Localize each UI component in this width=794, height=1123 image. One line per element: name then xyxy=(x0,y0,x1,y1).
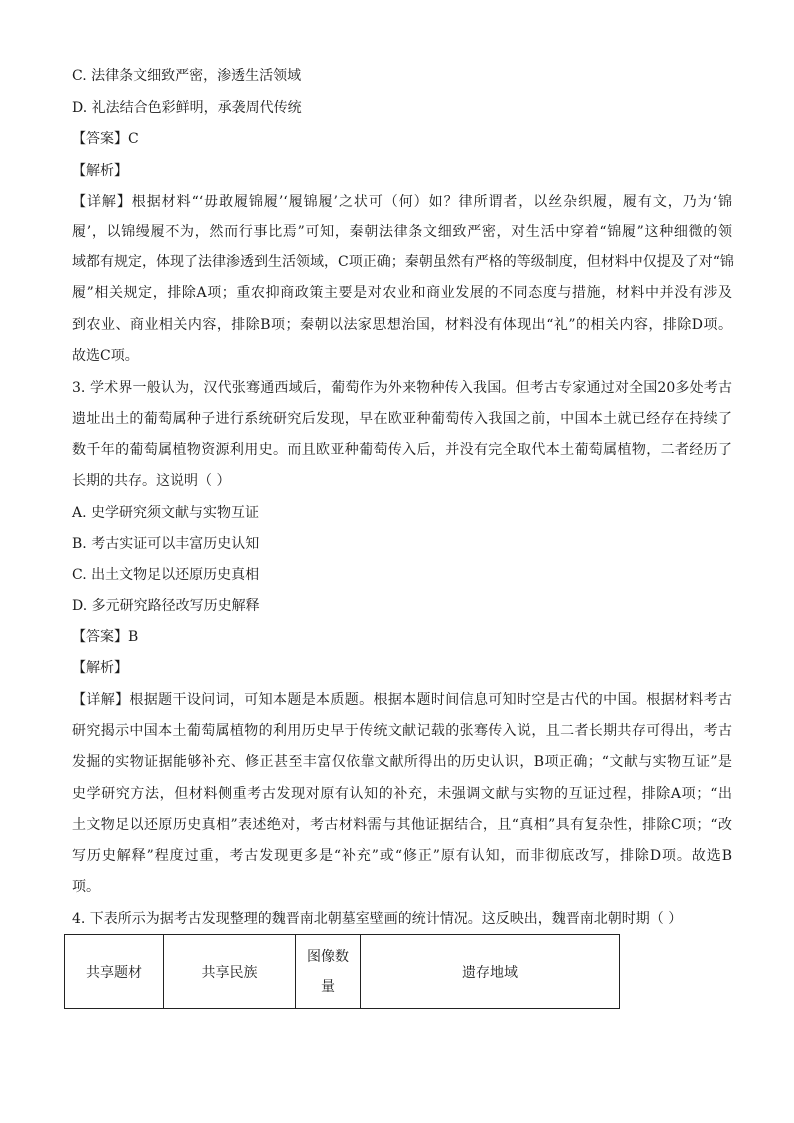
q3-analysis-label: 【解析】 xyxy=(72,660,128,676)
q3-option-d: D. 多元研究路径改写历史解释 xyxy=(72,598,260,614)
q2-option-d: D. 礼法结合色彩鲜明，承袭周代传统 xyxy=(72,100,302,116)
header-shared-theme: 共享题材 xyxy=(86,964,142,981)
q3-detail-line: 研究揭示中国本土葡萄属植物的利用历史早于传统文献记载的张骞传入说，且二者长期共存可得出，考古 xyxy=(72,723,732,739)
table-header-cell xyxy=(164,935,296,1009)
q3-option-c: C. 出土文物足以还原历史真相 xyxy=(72,567,260,583)
q3-detail-line: 发掘的实物证据能够补充、修正甚至丰富仅依靠文献所得出的历史认识，B项正确；“文献与实物互证”是 xyxy=(72,754,732,770)
statistics-table xyxy=(64,934,620,1009)
q4-stem: 4. 下表所示为据考古发现整理的魏晋南北朝墓室壁画的统计情况。这反映出，魏晋南北朝时期（ ） xyxy=(72,911,683,927)
q2-detail-line: 履”相关规定，排除A项；重农抑商政策主要是对农业和商业发展的不同态度与措施，材料中并没有涉及 xyxy=(72,285,732,301)
header-shared-ethnicity: 共享民族 xyxy=(201,964,258,981)
q2-analysis-label: 【解析】 xyxy=(72,163,128,179)
q3-detail-line: 【详解】根据题干设问词，可知本题是本质题。根据本题时间信息可知时空是古代的中国。根据材料考古 xyxy=(72,692,732,708)
q3-answer: 【答案】B xyxy=(72,629,139,645)
q3-stem-line: 遗址出土的葡萄属种子进行系统研究后发现，早在欧亚种葡萄传入我国之前，中国本土就已经存在持续了 xyxy=(72,411,732,427)
q3-stem-line: 数千年的葡萄属植物资源利用史。而且欧亚种葡萄传入后，并没有完全取代本土葡萄属植物，二者经历了 xyxy=(72,442,732,458)
q3-detail-line: 项。 xyxy=(72,879,100,895)
q2-detail-line: 履’，以锦缦履不为，然而行事比焉”可知，秦朝法律条文细致严密，对生活中穿着“锦履”这种细微的领 xyxy=(72,224,732,240)
q2-detail-line: 域都有规定，体现了法律渗透到生活领域，C项正确；秦朝虽然有严格的等级制度，但材料中仅提及了对“锦 xyxy=(72,254,734,270)
header-image-count: 图像数量 xyxy=(307,948,349,995)
q3-detail-line: 史学研究方法，但材料侧重考古发现对原有认知的补充，未强调文献与实物的互证过程，排除A项；“出 xyxy=(72,786,732,802)
q2-detail-line: 故选C项。 xyxy=(72,348,139,364)
q3-option-b: B. 考古实证可以丰富历史认知 xyxy=(72,536,260,552)
table-header-cell xyxy=(361,935,620,1009)
q3-option-a: A. 史学研究须文献与实物互证 xyxy=(72,505,260,521)
q2-answer: 【答案】C xyxy=(72,131,139,147)
table-header-row xyxy=(65,935,620,1009)
q2-detail-line: 【详解】根据材料“‘毋敢履锦履’‘履锦履’之状可（何）如？律所谓者，以丝杂织履，履有文，乃为‘锦 xyxy=(72,194,732,210)
q3-detail-line: 写历史解释”程度过重，考古发现更多是“补充”或“修正”原有认知，而非彻底改写，排除D项。故选B xyxy=(72,848,732,864)
header-region: 遗存地域 xyxy=(462,964,518,981)
q3-stem-line: 3. 学术界一般认为，汉代张骞通西域后，葡萄作为外来物种传入我国。但考古专家通过对全国20多处考古 xyxy=(72,380,732,396)
q2-detail-line: 到农业、商业相关内容，排除B项；秦朝以法家思想治国，材料没有体现出“礼”的相关内容，排除D项。 xyxy=(72,317,732,333)
table-header-cell xyxy=(296,935,361,1009)
q3-detail-line: 土文物足以还原历史真相”表述绝对，考古材料需与其他证据结合，且“真相”具有复杂性，排除C项；“改 xyxy=(72,817,732,833)
q3-stem-line: 长期的共存。这说明（ ） xyxy=(72,473,231,489)
table-header-cell xyxy=(65,935,164,1009)
q2-option-c: C. 法律条文细致严密，渗透生活领域 xyxy=(72,68,302,84)
